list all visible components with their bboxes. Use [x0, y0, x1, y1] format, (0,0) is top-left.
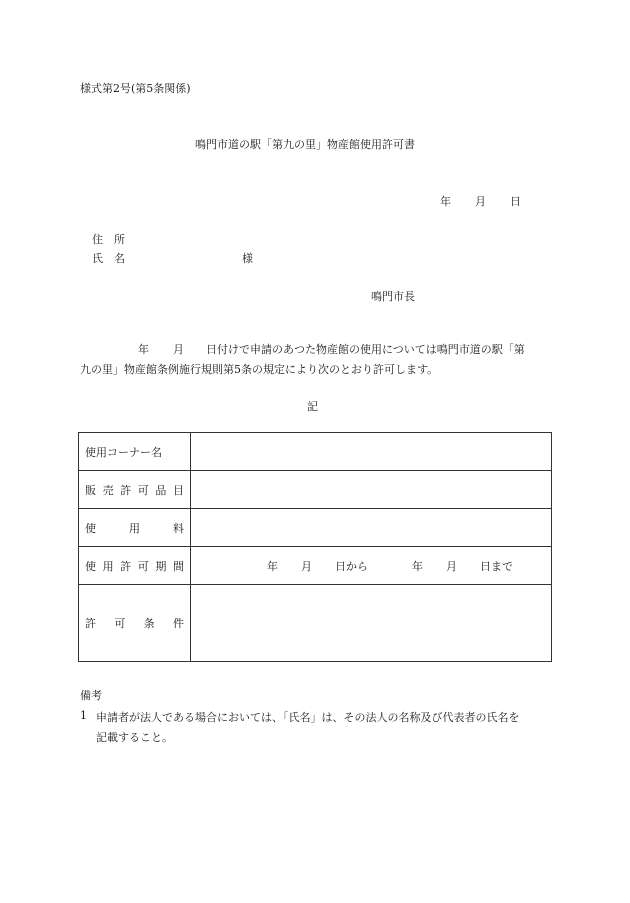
- label-char: 期: [155, 559, 167, 573]
- period-to-day: 日まで: [480, 559, 513, 573]
- row-label-corner: 使用コーナー名: [79, 433, 191, 471]
- label-char: 使: [85, 559, 96, 573]
- label-char: 件: [172, 617, 184, 630]
- label-char: 条: [143, 617, 155, 630]
- conditions-label-spread: [85, 615, 184, 631]
- form-number: 様式第2号(第5条関係): [80, 82, 191, 95]
- sales-items-field[interactable]: [191, 471, 552, 509]
- issue-date: [440, 193, 521, 209]
- label-char: 許: [85, 617, 96, 630]
- period-from-month: 月: [301, 559, 312, 573]
- row-label-items: [79, 471, 191, 509]
- usage-period-field[interactable]: [191, 547, 552, 585]
- label-char: 品: [155, 483, 167, 497]
- period-to-year: 年: [412, 559, 423, 573]
- permit-conditions-field[interactable]: [191, 585, 552, 662]
- note-text-line-1: 申請者が法人である場合においては、「氏名」は、その法人の名称及び代表者の氏名を: [96, 711, 520, 724]
- honorific: 様: [242, 252, 253, 265]
- table-row: [79, 433, 552, 471]
- note-number: 1: [80, 709, 87, 722]
- row-label-period: [79, 547, 191, 585]
- date-month: 月: [475, 195, 486, 208]
- corner-name-field[interactable]: [191, 433, 552, 471]
- issuer: 鳴門市長: [371, 290, 415, 303]
- label-char: 売: [102, 483, 114, 497]
- label-char: 用: [129, 521, 140, 535]
- usage-fee-field[interactable]: [191, 509, 552, 547]
- address-label: 住 所: [92, 233, 125, 246]
- label-char: 許: [120, 559, 132, 573]
- period-label-spread: [85, 558, 184, 574]
- table-row: [79, 585, 552, 662]
- fee-label-spread: [85, 520, 184, 536]
- permit-table: [78, 432, 552, 662]
- body-month: 月: [173, 343, 184, 356]
- label-char: 許: [120, 483, 132, 497]
- body-text-line-2: 九の里」物産館条例施行規則第5条の規定により次のとおり許可します。: [80, 363, 439, 376]
- row-label-conditions: [79, 585, 191, 662]
- name-label: 氏 名: [92, 252, 125, 265]
- period-from-year: 年: [267, 559, 278, 573]
- table-row: [79, 471, 552, 509]
- document-title: 鳴門市道の駅「第九の里」物産館使用許可書: [195, 138, 415, 151]
- date-year: 年: [440, 195, 451, 208]
- label-char: 用: [102, 559, 114, 573]
- date-day: 日: [510, 195, 521, 208]
- label-char: 可: [137, 483, 149, 497]
- table-row: [79, 509, 552, 547]
- period-from-day: 日から: [335, 559, 368, 573]
- label-char: 目: [172, 483, 184, 497]
- body-line1-rest: 日付けで申請のあつた物産館の使用については鳴門市道の駅「第: [206, 343, 525, 356]
- note-text-line-2: 記載すること。: [96, 731, 173, 744]
- period-to-month: 月: [446, 559, 457, 573]
- label-char: 販: [85, 483, 96, 497]
- label-char: 可: [114, 617, 126, 630]
- table-row: [79, 547, 552, 585]
- notes-title: 備考: [80, 689, 102, 702]
- ki-heading: 記: [307, 400, 318, 413]
- body-year: 年: [138, 343, 149, 356]
- row-label-fee: [79, 509, 191, 547]
- items-label-spread: [85, 482, 184, 498]
- label-char: 可: [137, 559, 149, 573]
- label-char: 使: [85, 521, 96, 535]
- body-text-line-1: [138, 341, 525, 357]
- label-char: 料: [173, 521, 184, 535]
- label-char: 間: [172, 559, 184, 573]
